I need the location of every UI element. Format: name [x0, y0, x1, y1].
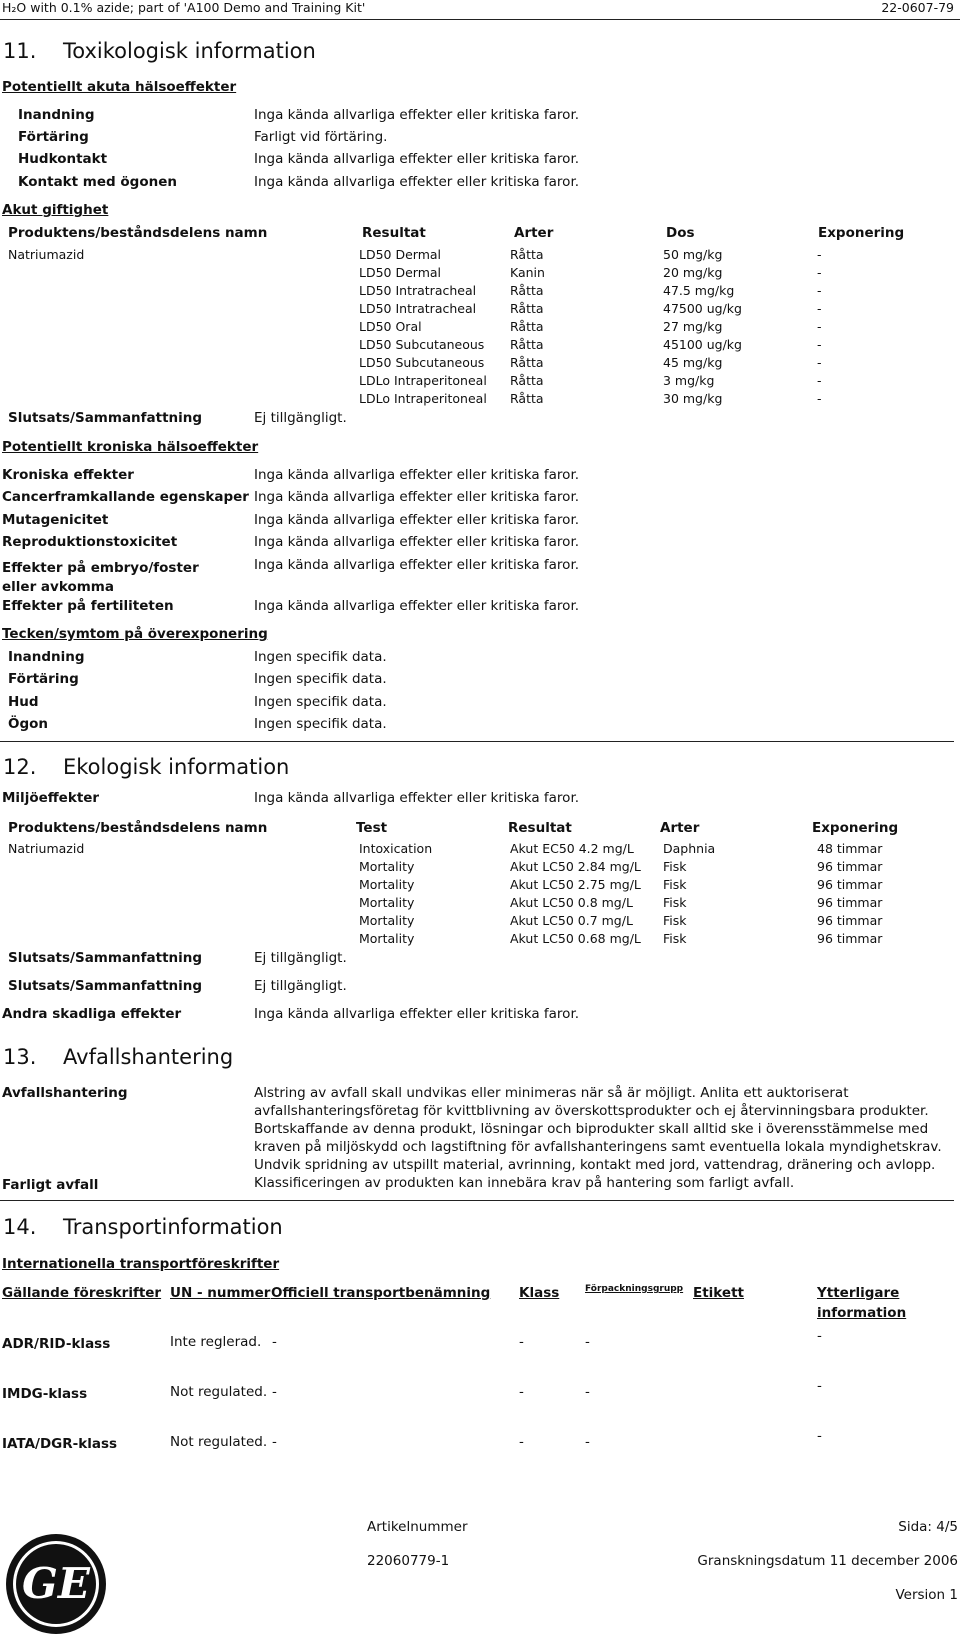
tox-exposure: -	[817, 373, 822, 388]
disposal-line: Undvik spridning av utspillt material, avrinning, kontakt med jord, vattendrag, dränering och avlopp.	[254, 1157, 936, 1173]
chronic-label: Effekter på embryo/foster eller avkomma	[2, 560, 199, 595]
acute-toxicity-heading: Akut giftighet	[2, 202, 109, 218]
symptom-label: Förtäring	[8, 671, 79, 687]
header-divider	[0, 19, 960, 20]
tox-exposure: -	[817, 265, 822, 280]
other-effects-label: Andra skadliga effekter	[2, 1006, 182, 1022]
eco-species: Fisk	[663, 877, 687, 892]
chronic-label: Mutagenicitet	[2, 512, 109, 528]
tox-dose: 30 mg/kg	[663, 391, 723, 406]
tox-result: LD50 Subcutaneous	[359, 337, 485, 352]
acute-label: Inandning	[18, 107, 95, 123]
disposal-line: avfallshanteringsföretag för kvittblivning av överskottsprodukter och ej återvinningsbara produkter.	[254, 1103, 929, 1119]
eco-test: Mortality	[359, 877, 415, 892]
eco-exposure: 96 timmar	[817, 931, 883, 946]
tox-dose: 45 mg/kg	[663, 355, 723, 370]
acute-value: Farligt vid förtäring.	[254, 129, 388, 145]
chronic-label: Kroniska effekter	[2, 467, 134, 483]
section-divider	[0, 1200, 954, 1201]
transport-regulation: IMDG-klass	[2, 1386, 88, 1402]
transport-col-regulation: Gällande föreskrifter	[2, 1285, 162, 1301]
tox-result: LD50 Subcutaneous	[359, 355, 485, 370]
transport-col-name: Officiell transportbenämning	[271, 1285, 491, 1301]
eco-exposure: 96 timmar	[817, 877, 883, 892]
review-date: Granskningsdatum 11 december 2006	[697, 1553, 958, 1569]
eco-species: Fisk	[663, 859, 687, 874]
eco-test: Mortality	[359, 931, 415, 946]
transport-un-number: Not regulated.	[170, 1434, 268, 1450]
tox-result: LD50 Dermal	[359, 247, 442, 262]
eco-summary-label: Slutsats/Sammanfattning	[8, 950, 203, 966]
tox-species: Kanin	[510, 265, 545, 280]
disposal-line: Klassificeringen av produkten kan innebära krav på hantering som farligt avfall.	[254, 1175, 795, 1191]
eco-exposure: 96 timmar	[817, 895, 883, 910]
transport-shipping-name: -	[272, 1334, 277, 1350]
env-effects-label: Miljöeffekter	[2, 790, 100, 806]
tox-col-result: Resultat	[362, 225, 426, 241]
eco-test: Intoxication	[359, 841, 433, 856]
eco-species: Fisk	[663, 931, 687, 946]
transport-col-additional-info: information	[817, 1305, 907, 1321]
transport-un-number: Not regulated.	[170, 1384, 268, 1400]
tox-exposure: -	[817, 247, 822, 262]
other-effects-value: Inga kända allvarliga effekter eller kritiska faror.	[254, 1006, 580, 1022]
transport-class: -	[519, 1434, 524, 1450]
tox-summary-value: Ej tillgängligt.	[254, 410, 347, 426]
document-id: 22-0607-79	[881, 0, 954, 15]
tox-result: LDLo Intraperitoneal	[359, 373, 487, 388]
section-12-number: 12.	[3, 755, 37, 779]
section-14-number: 14.	[3, 1215, 37, 1239]
eco-species: Fisk	[663, 895, 687, 910]
tox-col-dose: Dos	[666, 225, 695, 241]
chronic-value: Inga kända allvarliga effekter eller kritiska faror.	[254, 557, 580, 573]
transport-col-label: Etikett	[693, 1285, 744, 1301]
article-number-label: Artikelnummer	[367, 1519, 468, 1535]
chronic-label: Reproduktionstoxicitet	[2, 534, 178, 550]
section-divider	[0, 741, 954, 742]
tox-dose: 47.5 mg/kg	[663, 283, 735, 298]
transport-col-additional: Ytterligare	[817, 1285, 900, 1301]
symptom-value: Ingen specifik data.	[254, 649, 387, 665]
eco-species: Fisk	[663, 913, 687, 928]
eco-substance-name: Natriumazid	[8, 841, 85, 856]
tox-exposure: -	[817, 283, 822, 298]
section-12-title: Ekologisk information	[63, 755, 290, 779]
tox-species: Råtta	[510, 301, 544, 316]
eco-result: Akut LC50 2.75 mg/L	[510, 877, 641, 892]
tox-dose: 3 mg/kg	[663, 373, 715, 388]
transport-un-number: Inte reglerad.	[170, 1334, 262, 1350]
transport-col-un: UN - nummer	[170, 1285, 271, 1301]
tox-exposure: -	[817, 319, 822, 334]
symptom-value: Ingen specifik data.	[254, 716, 387, 732]
transport-col-class: Klass	[519, 1285, 560, 1301]
transport-shipping-name: -	[272, 1434, 277, 1450]
transport-class: -	[519, 1384, 524, 1400]
transport-packing-group: -	[585, 1334, 590, 1350]
tox-col-species: Arter	[514, 225, 554, 241]
eco-result: Akut LC50 0.8 mg/L	[510, 895, 633, 910]
transport-packing-group: -	[585, 1384, 590, 1400]
tox-substance-name: Natriumazid	[8, 247, 85, 262]
eco-test: Mortality	[359, 895, 415, 910]
symptom-label: Hud	[8, 694, 39, 710]
tox-dose: 50 mg/kg	[663, 247, 723, 262]
tox-dose: 45100 ug/kg	[663, 337, 742, 352]
tox-species: Råtta	[510, 373, 544, 388]
chronic-label: Effekter på fertiliteten	[2, 598, 174, 614]
tox-dose: 47500 ug/kg	[663, 301, 742, 316]
section-11-number: 11.	[3, 39, 37, 63]
acute-effects-heading: Potentiellt akuta hälsoeffekter	[2, 79, 237, 95]
chronic-value: Inga kända allvarliga effekter eller kritiska faror.	[254, 467, 580, 483]
disposal-line: kraven på miljöskydd och lagstiftning för avfallshanteringens samt eventuella lokala myndighetskrav.	[254, 1139, 942, 1155]
tox-exposure: -	[817, 355, 822, 370]
tox-result: LDLo Intraperitoneal	[359, 391, 487, 406]
section-11-title: Toxikologisk information	[63, 39, 316, 63]
tox-result: LD50 Intratracheal	[359, 283, 477, 298]
hazardous-waste-label: Farligt avfall	[2, 1177, 99, 1193]
tox-col-exposure: Exponering	[818, 225, 905, 241]
logo-text: GE	[22, 1559, 90, 1608]
transport-additional-info: -	[817, 1378, 822, 1394]
acute-label: Kontakt med ögonen	[18, 174, 177, 190]
tox-species: Råtta	[510, 319, 544, 334]
acute-value: Inga kända allvarliga effekter eller kritiska faror.	[254, 107, 580, 123]
disposal-line: Alstring av avfall skall undvikas eller minimeras när så är möjligt. Anlita ett auktoriserat	[254, 1085, 849, 1101]
transport-col-packing-group: Förpackningsgrupp	[585, 1284, 684, 1294]
chronic-value: Inga kända allvarliga effekter eller kritiska faror.	[254, 489, 580, 505]
tox-species: Råtta	[510, 247, 544, 262]
eco-test: Mortality	[359, 859, 415, 874]
transport-additional-info: -	[817, 1428, 822, 1444]
transport-regulation: ADR/RID-klass	[2, 1336, 111, 1352]
tox-species: Råtta	[510, 355, 544, 370]
page-number: Sida: 4/5	[898, 1519, 958, 1535]
disposal-label: Avfallshantering	[2, 1085, 128, 1101]
symptoms-heading: Tecken/symtom på överexponering	[2, 626, 268, 642]
chronic-value: Inga kända allvarliga effekter eller kritiska faror.	[254, 512, 580, 528]
eco-col-name: Produktens/beståndsdelens namn	[8, 820, 268, 836]
acute-label: Hudkontakt	[18, 151, 108, 167]
article-number-value: 22060779-1	[367, 1553, 450, 1569]
disposal-line: Bortskaffande av denna produkt, lösningar och biprodukter skall alltid ske i överensstämmelse med	[254, 1121, 929, 1137]
tox-result: LD50 Oral	[359, 319, 422, 334]
eco-col-exposure: Exponering	[812, 820, 899, 836]
tox-exposure: -	[817, 337, 822, 352]
chronic-value: Inga kända allvarliga effekter eller kritiska faror.	[254, 598, 580, 614]
transport-shipping-name: -	[272, 1384, 277, 1400]
acute-value: Inga kända allvarliga effekter eller kritiska faror.	[254, 174, 580, 190]
document-product-title: H₂O with 0.1% azide; part of 'A100 Demo and Training Kit'	[2, 0, 366, 15]
env-effects-value: Inga kända allvarliga effekter eller kritiska faror.	[254, 790, 580, 806]
tox-exposure: -	[817, 391, 822, 406]
tox-result: LD50 Intratracheal	[359, 301, 477, 316]
transport-additional-info: -	[817, 1328, 822, 1344]
eco-summary-value: Ej tillgängligt.	[254, 978, 347, 994]
transport-regulation: IATA/DGR-klass	[2, 1436, 118, 1452]
tox-exposure: -	[817, 301, 822, 316]
symptom-value: Ingen specifik data.	[254, 694, 387, 710]
transport-packing-group: -	[585, 1434, 590, 1450]
section-13-title: Avfallshantering	[63, 1045, 234, 1069]
eco-result: Akut LC50 2.84 mg/L	[510, 859, 641, 874]
acute-label: Förtäring	[18, 129, 89, 145]
symptom-label: Inandning	[8, 649, 85, 665]
eco-exposure: 48 timmar	[817, 841, 883, 856]
tox-summary-label: Slutsats/Sammanfattning	[8, 410, 203, 426]
tox-species: Råtta	[510, 391, 544, 406]
eco-result: Akut LC50 0.7 mg/L	[510, 913, 633, 928]
eco-exposure: 96 timmar	[817, 913, 883, 928]
tox-dose: 20 mg/kg	[663, 265, 723, 280]
tox-species: Råtta	[510, 283, 544, 298]
tox-species: Råtta	[510, 337, 544, 352]
chronic-value: Inga kända allvarliga effekter eller kritiska faror.	[254, 534, 580, 550]
symptom-value: Ingen specifik data.	[254, 671, 387, 687]
eco-species: Daphnia	[663, 841, 716, 856]
section-13-number: 13.	[3, 1045, 37, 1069]
acute-value: Inga kända allvarliga effekter eller kritiska faror.	[254, 151, 580, 167]
eco-col-species: Arter	[660, 820, 700, 836]
tox-col-name: Produktens/beståndsdelens namn	[8, 225, 268, 241]
tox-dose: 27 mg/kg	[663, 319, 723, 334]
eco-exposure: 96 timmar	[817, 859, 883, 874]
version: Version 1	[895, 1587, 958, 1603]
section-14-title: Transportinformation	[63, 1215, 283, 1239]
eco-summary-value: Ej tillgängligt.	[254, 950, 347, 966]
eco-result: Akut LC50 0.68 mg/L	[510, 931, 641, 946]
eco-summary-label: Slutsats/Sammanfattning	[8, 978, 203, 994]
transport-class: -	[519, 1334, 524, 1350]
eco-result: Akut EC50 4.2 mg/L	[510, 841, 634, 856]
eco-col-result: Resultat	[508, 820, 572, 836]
chronic-label: Cancerframkallande egenskaper	[2, 489, 249, 505]
eco-test: Mortality	[359, 913, 415, 928]
intl-transport-heading: Internationella transportföreskrifter	[2, 1256, 280, 1272]
chronic-effects-heading: Potentiellt kroniska hälsoeffekter	[2, 439, 259, 455]
eco-col-test: Test	[356, 820, 388, 836]
ge-logo	[4, 1532, 108, 1636]
symptom-label: Ögon	[8, 716, 49, 732]
tox-result: LD50 Dermal	[359, 265, 442, 280]
